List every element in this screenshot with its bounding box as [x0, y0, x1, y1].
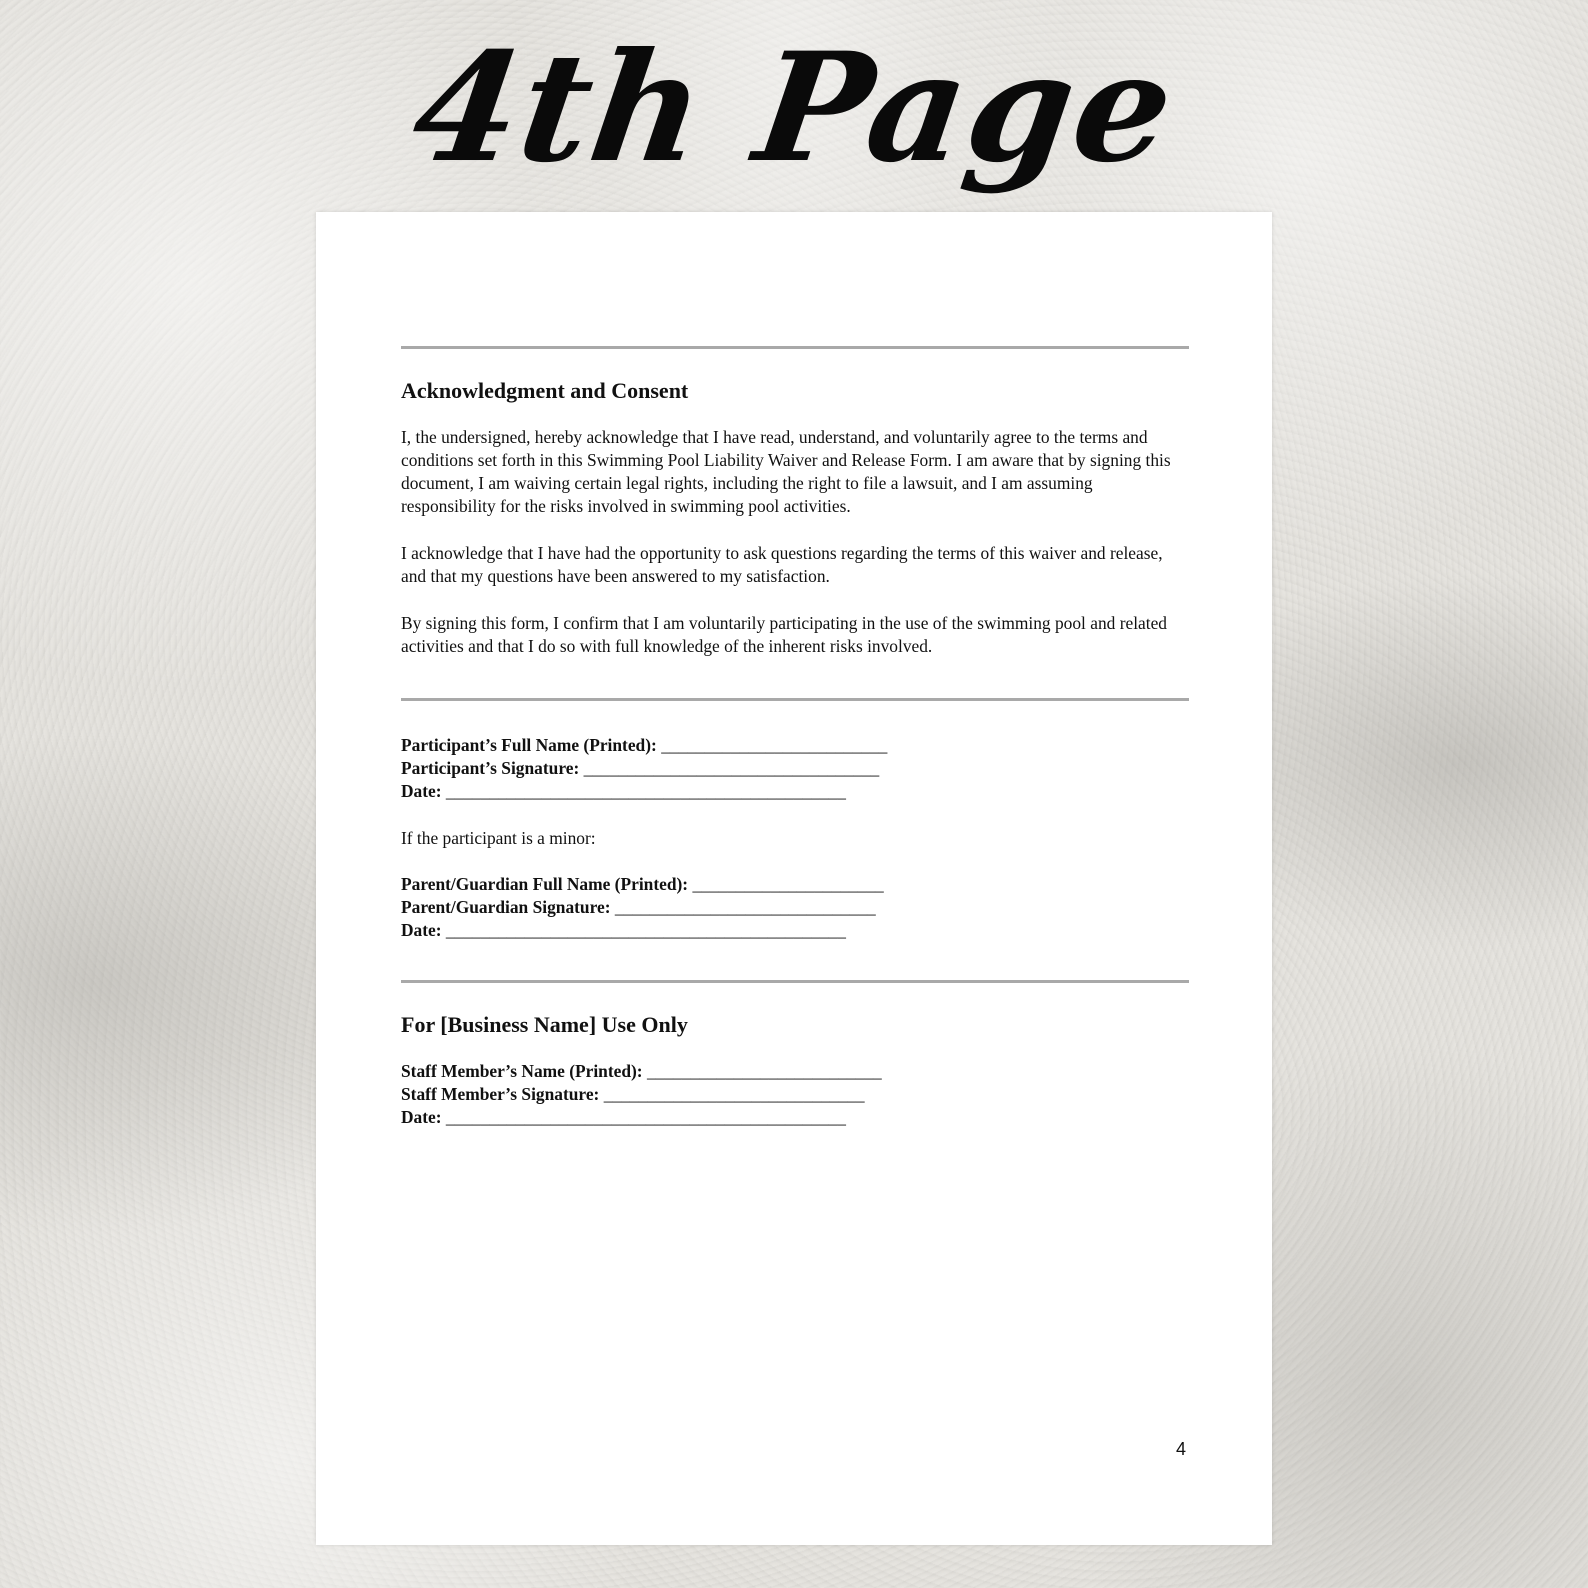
staff-signature-line[interactable]: ______________________________ — [603, 1084, 865, 1104]
participant-signature-line[interactable]: __________________________________ — [583, 758, 880, 778]
paragraph-questions: I acknowledge that I have had the opportunity to ask questions regarding the terms of this waiver and release, and that my questions have been answered to my satisfaction. — [401, 543, 1163, 586]
divider-bottom — [401, 980, 1189, 983]
section-heading-acknowledgment: Acknowledgment and Consent — [401, 378, 689, 403]
participant-name-line[interactable]: __________________________ — [661, 735, 888, 755]
staff-signature-label: Staff Member’s Signature: — [401, 1084, 600, 1104]
section-heading-business: For [Business Name] Use Only — [401, 1012, 688, 1037]
guardian-date-field[interactable] — [401, 919, 846, 942]
guardian-name-field[interactable] — [401, 873, 884, 896]
guardian-date-label: Date: — [401, 920, 442, 940]
staff-date-label: Date: — [401, 1107, 442, 1127]
guardian-name-line[interactable]: ______________________ — [692, 874, 884, 894]
document-sheet — [316, 212, 1272, 1545]
guardian-signature-label: Parent/Guardian Signature: — [401, 897, 611, 917]
guardian-signature-field[interactable] — [401, 896, 876, 919]
paragraph-confirmation: By signing this form, I confirm that I am voluntarily participating in the use of the swimming pool and related activities and that I do so with full knowledge of the inherent risks involved. — [401, 613, 1168, 656]
participant-date-field[interactable] — [401, 780, 846, 803]
guardian-name-label: Parent/Guardian Full Name (Printed): — [401, 874, 689, 894]
staff-date-field[interactable] — [401, 1106, 846, 1129]
participant-name-field[interactable] — [401, 734, 887, 757]
staff-name-label: Staff Member’s Name (Printed): — [401, 1061, 643, 1081]
paragraph-acknowledgment: I, the undersigned, hereby acknowledge that I have read, understand, and voluntarily agree to the terms and conditions set forth in this Swimming Pool Liability Waiver and Release Form. I am aware that by signing this document, I am waiving certain legal rights, including the right to file a lawsuit, and I am assuming responsibility for the risks involved in swimming pool activities. — [401, 427, 1171, 516]
page-number: 4 — [1175, 1439, 1186, 1459]
participant-date-label: Date: — [401, 781, 442, 801]
staff-date-line[interactable]: ______________________________________________ — [445, 1107, 846, 1127]
staff-signature-field[interactable] — [401, 1083, 865, 1106]
divider-top — [401, 346, 1189, 349]
participant-signature-label: Participant’s Signature: — [401, 758, 580, 778]
staff-name-field[interactable] — [401, 1060, 882, 1083]
participant-signature-field[interactable] — [401, 757, 879, 780]
guardian-signature-line[interactable]: ______________________________ — [614, 897, 876, 917]
staff-name-line[interactable]: ___________________________ — [646, 1061, 882, 1081]
guardian-date-line[interactable]: ______________________________________________ — [445, 920, 846, 940]
page-banner-title: 4th Page — [403, 20, 1185, 196]
participant-name-label: Participant’s Full Name (Printed): — [401, 735, 657, 755]
minor-note: If the participant is a minor: — [401, 828, 596, 848]
participant-date-line[interactable]: ______________________________________________ — [445, 781, 846, 801]
divider-middle — [401, 698, 1189, 701]
